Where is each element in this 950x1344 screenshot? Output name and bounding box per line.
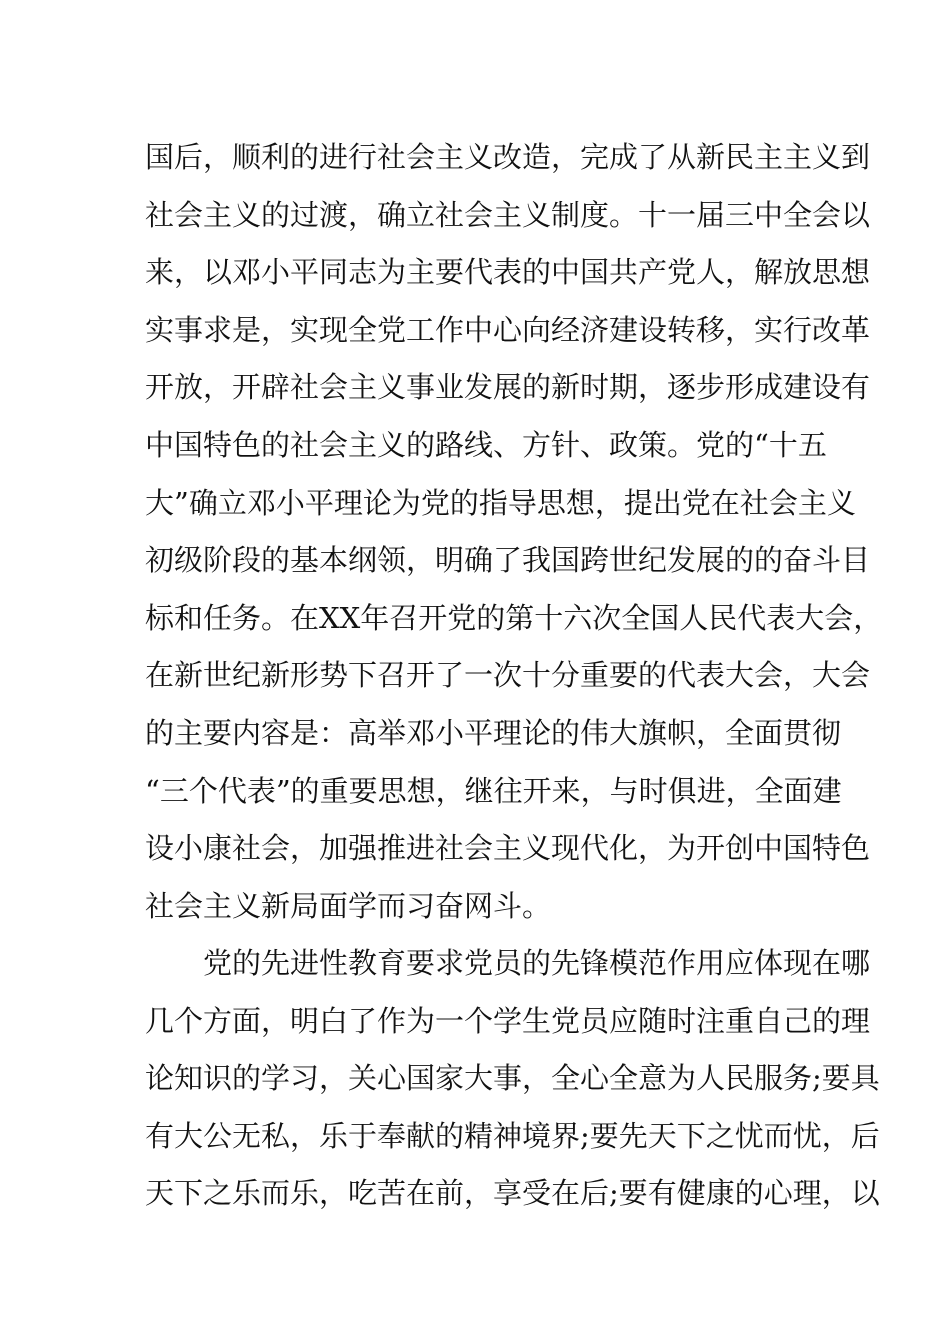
- paragraph-line: 中国特色的社会主义的路线、方针、政策。党的“十五: [145, 427, 827, 462]
- paragraph-line: 设小康社会，加强推进社会主义现代化，为开创中国特色: [145, 831, 871, 866]
- paragraph-line: 在新世纪新形势下召开了一次十分重要的代表大会，大会: [145, 658, 871, 693]
- paragraph-line: 来，以邓小平同志为主要代表的中国共产党人，解放思想: [145, 255, 871, 290]
- paragraph-line: 社会主义的过渡，确立社会主义制度。十一届三中全会以: [145, 197, 871, 232]
- paragraph-line: 初级阶段的基本纲领，明确了我国跨世纪发展的的奋斗目: [145, 543, 871, 578]
- paragraph-line: 国后，顺利的进行社会主义改造，完成了从新民主主义到: [145, 140, 871, 174]
- paragraph-line: 标和任务。在XX年召开党的第十六次全国人民代表大会，: [145, 600, 883, 635]
- paragraph-line: 天下之乐而乐，吃苦在前，享受在后;要有健康的心理，以: [145, 1176, 880, 1211]
- paragraph-line: 社会主义新局面学而习奋网斗。: [145, 888, 552, 923]
- paragraph-line: 大”确立邓小平理论为党的指导思想，提出党在社会主义: [145, 485, 856, 520]
- paragraph-line: 开放，开辟社会主义事业发展的新时期，逐步形成建设有: [145, 370, 871, 405]
- paragraph-line: 有大公无私，乐于奉献的精神境界;要先天下之忧而忧，后: [145, 1118, 880, 1153]
- paragraph-line: 论知识的学习，关心国家大事，全心全意为人民服务;要具: [145, 1061, 880, 1096]
- paragraph-2: [145, 935, 880, 1223]
- paragraph-line: 几个方面，明白了作为一个学生党员应随时注重自己的理: [145, 1003, 871, 1038]
- paragraph-line: “三个代表”的重要思想，继往开来，与时俱进，全面建: [145, 773, 842, 808]
- paragraph-line: 党的先进性教育要求党员的先锋模范作用应体现在哪: [203, 946, 871, 980]
- paragraph-line: 实事求是，实现全党工作中心向经济建设转移，实行改革: [145, 312, 871, 347]
- paragraph-line: 的主要内容是：高举邓小平理论的伟大旗帜，全面贯彻: [145, 715, 842, 750]
- paragraph-1: [145, 129, 883, 935]
